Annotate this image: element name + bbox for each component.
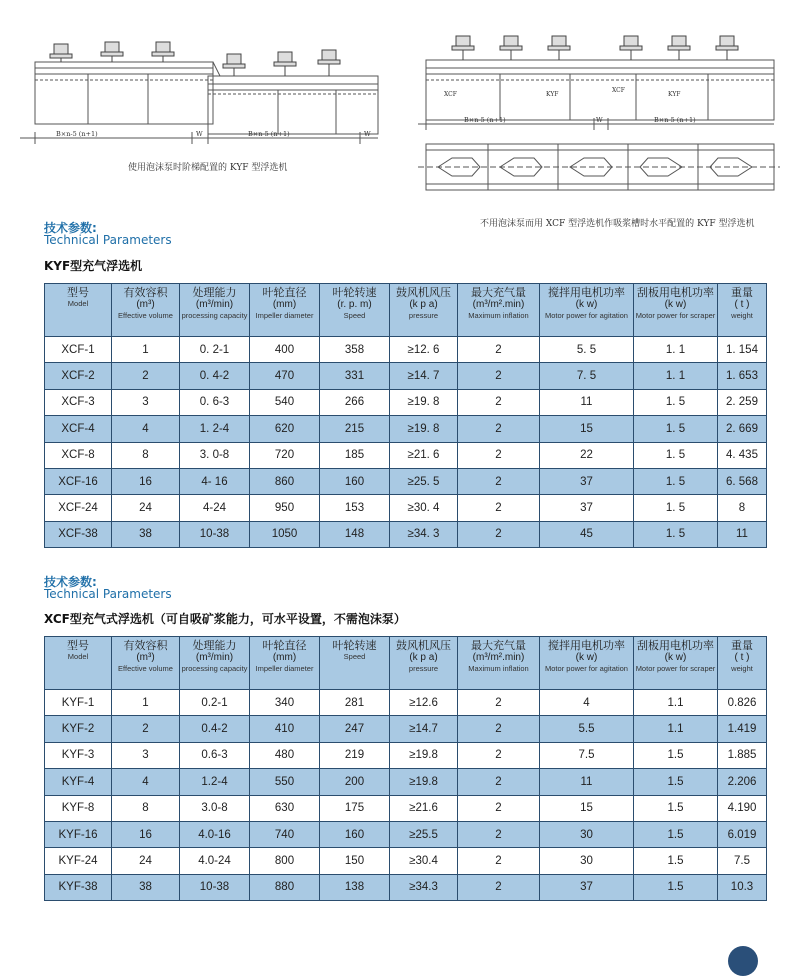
table-row <box>45 521 767 547</box>
table-cell: 185 <box>320 442 390 468</box>
header-unit: (m³/m².min) <box>472 299 525 310</box>
table-cell: 1. 154 <box>718 337 767 363</box>
header-en: Model <box>67 299 89 308</box>
table-cell: 2 <box>112 363 180 389</box>
table-cell: 1.5 <box>634 795 718 821</box>
table-cell: 215 <box>320 416 390 442</box>
table-cell: 0. 4-2 <box>180 363 250 389</box>
table-cell: 540 <box>250 389 320 415</box>
column-header <box>180 637 250 690</box>
table-cell: 11 <box>718 521 767 547</box>
table-cell: 7. 5 <box>540 363 634 389</box>
table-cell: 175 <box>320 795 390 821</box>
header-en: Motor power for scraper <box>635 664 716 673</box>
header-zh: 叶轮直径 <box>262 640 307 652</box>
header-en: pressure <box>408 664 439 673</box>
cell-label: KYF <box>546 91 559 98</box>
dim-label: W <box>196 130 203 138</box>
table-cell: XCF-3 <box>45 389 112 415</box>
header-unit: (m³/min) <box>195 652 234 663</box>
table-cell: 1.5 <box>634 874 718 900</box>
table-cell: 2 <box>458 821 540 847</box>
table-cell: 1. 1 <box>634 337 718 363</box>
table-cell: 720 <box>250 442 320 468</box>
table-cell: 4.190 <box>718 795 767 821</box>
table-cell: XCF-16 <box>45 468 112 494</box>
table-row <box>45 821 767 847</box>
table-cell: 480 <box>250 742 320 768</box>
header-en: Maximum inflation <box>468 311 529 320</box>
table-cell: 400 <box>250 337 320 363</box>
header-en: Speed <box>343 652 366 661</box>
header-unit: (mm) <box>272 652 297 663</box>
table-cell: 8 <box>112 442 180 468</box>
kyf-spec-table <box>44 283 767 548</box>
table-cell: 410 <box>250 716 320 742</box>
section2-heading-zh: 技术参数: <box>44 575 97 589</box>
column-header <box>540 637 634 690</box>
table-cell: 2 <box>458 795 540 821</box>
header-unit: (k p a) <box>409 652 438 663</box>
table-cell: 620 <box>250 416 320 442</box>
table-cell: 8 <box>718 495 767 521</box>
table-cell: ≥25. 5 <box>390 468 458 494</box>
table-cell: 38 <box>112 874 180 900</box>
table-cell: 138 <box>320 874 390 900</box>
table-cell: 0.4-2 <box>180 716 250 742</box>
table-cell: 37 <box>540 874 634 900</box>
table-row <box>45 337 767 363</box>
table-cell: 1.5 <box>634 742 718 768</box>
table-cell: 2 <box>458 416 540 442</box>
table-cell: 358 <box>320 337 390 363</box>
table-cell: 37 <box>540 495 634 521</box>
header-en: Motor power for agitation <box>545 311 628 320</box>
header-zh: 最大充气量 <box>471 287 526 299</box>
column-header <box>250 637 320 690</box>
table-cell: 2.206 <box>718 769 767 795</box>
table-cell: 0.826 <box>718 690 767 716</box>
table-cell: 10-38 <box>180 521 250 547</box>
table-cell: 22 <box>540 442 634 468</box>
section2-table-title: XCF型充气式浮选机（可自吸矿浆能力，可水平设置，不需泡沫泵） <box>44 612 406 626</box>
table-cell: 2 <box>458 848 540 874</box>
header-zh: 刮板用电机功率 <box>637 287 714 299</box>
header-en: weight <box>731 311 753 320</box>
table-cell: 2 <box>458 874 540 900</box>
table-cell: 16 <box>112 821 180 847</box>
column-header <box>320 637 390 690</box>
table-cell: 4-24 <box>180 495 250 521</box>
table-cell: 2 <box>458 363 540 389</box>
column-header <box>112 637 180 690</box>
table-cell: 281 <box>320 690 390 716</box>
table-cell: 10.3 <box>718 874 767 900</box>
header-zh: 型号 <box>67 640 89 652</box>
table-cell: 4 <box>112 416 180 442</box>
table-row <box>45 468 767 494</box>
table-cell: KYF-16 <box>45 821 112 847</box>
header-zh: 搅拌用电机功率 <box>548 640 625 652</box>
table-cell: 15 <box>540 416 634 442</box>
section1-heading-zh: 技术参数: <box>44 221 97 235</box>
header-unit: (k w) <box>575 652 598 663</box>
table-cell: KYF-3 <box>45 742 112 768</box>
table-cell: 3 <box>112 742 180 768</box>
header-unit: (k w) <box>664 652 687 663</box>
table-row <box>45 416 767 442</box>
table-row <box>45 363 767 389</box>
table-cell: ≥19.8 <box>390 742 458 768</box>
header-zh: 叶轮转速 <box>332 640 377 652</box>
header-en: Effective volume <box>118 311 173 320</box>
table-cell: XCF-24 <box>45 495 112 521</box>
table-cell: ≥34. 3 <box>390 521 458 547</box>
table-cell: 0.2-1 <box>180 690 250 716</box>
header-zh: 最大充气量 <box>471 640 526 652</box>
header-zh: 型号 <box>67 287 89 299</box>
table-cell: ≥19. 8 <box>390 416 458 442</box>
column-header <box>45 637 112 690</box>
header-unit: (m³/min) <box>195 299 234 310</box>
table-cell: 3.0-8 <box>180 795 250 821</box>
table-cell: ≥12. 6 <box>390 337 458 363</box>
table-cell: 1.5 <box>634 769 718 795</box>
table-cell: 0. 2-1 <box>180 337 250 363</box>
section1-heading-en: Technical Parameters <box>44 233 172 247</box>
table-cell: 1.1 <box>634 690 718 716</box>
table-cell: 470 <box>250 363 320 389</box>
table-cell: 4.0-16 <box>180 821 250 847</box>
table-cell: 2 <box>458 769 540 795</box>
table-cell: 160 <box>320 821 390 847</box>
column-header <box>390 637 458 690</box>
table-row <box>45 742 767 768</box>
header-en: Motor power for scraper <box>635 311 716 320</box>
header-zh: 鼓风机风压 <box>396 287 451 299</box>
header-en: weight <box>731 664 753 673</box>
table-cell: 2 <box>458 389 540 415</box>
table-cell: 1.1 <box>634 716 718 742</box>
table-cell: 4 <box>540 690 634 716</box>
table-row <box>45 795 767 821</box>
table-cell: 740 <box>250 821 320 847</box>
table-cell: 800 <box>250 848 320 874</box>
table-cell: 331 <box>320 363 390 389</box>
column-header <box>45 284 112 337</box>
section2-heading-en: Technical Parameters <box>44 587 172 601</box>
header-unit: (k w) <box>575 299 598 310</box>
table-cell: KYF-24 <box>45 848 112 874</box>
table-cell: 2 <box>458 716 540 742</box>
cell-label: KYF <box>668 91 681 98</box>
header-zh: 重量 <box>731 640 753 652</box>
header-en: Motor power for agitation <box>545 664 628 673</box>
header-unit: ( t ) <box>734 652 750 663</box>
table-cell: XCF-2 <box>45 363 112 389</box>
header-unit: (m³/m².min) <box>472 652 525 663</box>
table-cell: 1.5 <box>634 821 718 847</box>
table-cell: XCF-8 <box>45 442 112 468</box>
table-cell: 4. 435 <box>718 442 767 468</box>
table-cell: 2 <box>112 716 180 742</box>
column-header <box>634 284 718 337</box>
column-header <box>718 637 767 690</box>
dim-label: B×n-5 (n+1) <box>248 130 290 138</box>
header-unit: (mm) <box>272 299 297 310</box>
header-zh: 搅拌用电机功率 <box>548 287 625 299</box>
table-cell: 148 <box>320 521 390 547</box>
table-cell: ≥19.8 <box>390 769 458 795</box>
table-cell: 37 <box>540 468 634 494</box>
table-cell: 1. 5 <box>634 442 718 468</box>
dim-label: B×n-5 (n+1) <box>464 116 506 124</box>
header-unit: (m³) <box>136 652 155 663</box>
table-cell: 0. 6-3 <box>180 389 250 415</box>
table-cell: 5. 5 <box>540 337 634 363</box>
page-corner-circle <box>728 946 758 976</box>
table-row <box>45 389 767 415</box>
header-unit: (k w) <box>664 299 687 310</box>
table-row <box>45 442 767 468</box>
horizontal-config-drawing <box>418 30 780 210</box>
table-cell: ≥19. 8 <box>390 389 458 415</box>
table-cell: ≥21. 6 <box>390 442 458 468</box>
table-cell: ≥25.5 <box>390 821 458 847</box>
table-cell: 1. 5 <box>634 521 718 547</box>
table-cell: 1. 1 <box>634 363 718 389</box>
table-cell: 950 <box>250 495 320 521</box>
table-cell: 1.2-4 <box>180 769 250 795</box>
table-cell: 200 <box>320 769 390 795</box>
table-cell: 630 <box>250 795 320 821</box>
table-cell: 219 <box>320 742 390 768</box>
table-cell: 10-38 <box>180 874 250 900</box>
column-header <box>320 284 390 337</box>
table-cell: KYF-38 <box>45 874 112 900</box>
xcf-spec-table <box>44 636 767 901</box>
table-cell: ≥30.4 <box>390 848 458 874</box>
header-zh: 叶轮转速 <box>332 287 377 299</box>
table-cell: 6. 568 <box>718 468 767 494</box>
table-cell: 1.5 <box>634 848 718 874</box>
table-cell: 1. 653 <box>718 363 767 389</box>
dim-label: B×n-5 (n+1) <box>56 130 98 138</box>
table-cell: ≥12.6 <box>390 690 458 716</box>
section1-table-title: KYF型充气浮选机 <box>44 259 143 273</box>
table-cell: 2 <box>458 337 540 363</box>
table-cell: 1.419 <box>718 716 767 742</box>
column-header <box>718 284 767 337</box>
table-cell: ≥14.7 <box>390 716 458 742</box>
table-cell: 1.885 <box>718 742 767 768</box>
table-cell: KYF-8 <box>45 795 112 821</box>
header-en: Speed <box>343 311 366 320</box>
table-row <box>45 716 767 742</box>
table-cell: 266 <box>320 389 390 415</box>
table-cell: 30 <box>540 848 634 874</box>
table-cell: 6.019 <box>718 821 767 847</box>
horizontal-config-caption: 不用泡沫泵而用 XCF 型浮选机作吸浆槽时水平配置的 KYF 型浮选机 <box>480 219 755 229</box>
header-zh: 叶轮直径 <box>262 287 307 299</box>
table-cell: 45 <box>540 521 634 547</box>
table-row <box>45 495 767 521</box>
table-cell: 2 <box>458 468 540 494</box>
table-cell: 1. 5 <box>634 389 718 415</box>
table-cell: 2 <box>458 690 540 716</box>
table-cell: 1050 <box>250 521 320 547</box>
table-cell: KYF-2 <box>45 716 112 742</box>
table-cell: ≥14. 7 <box>390 363 458 389</box>
table-cell: 11 <box>540 389 634 415</box>
table-cell: 11 <box>540 769 634 795</box>
table-cell: XCF-4 <box>45 416 112 442</box>
cell-label: XCF <box>612 87 625 94</box>
table-cell: 150 <box>320 848 390 874</box>
table-cell: 7.5 <box>718 848 767 874</box>
header-en: Effective volume <box>118 664 173 673</box>
header-unit: (m³) <box>136 299 155 310</box>
cell-label: XCF <box>444 91 457 98</box>
table-cell: 0.6-3 <box>180 742 250 768</box>
table-cell: KYF-1 <box>45 690 112 716</box>
dim-label: W <box>596 116 603 124</box>
header-en: Model <box>67 652 89 661</box>
table-cell: 247 <box>320 716 390 742</box>
table-cell: 2 <box>458 495 540 521</box>
table-row <box>45 874 767 900</box>
table-cell: 30 <box>540 821 634 847</box>
stepped-config-caption: 使用泡沫泵时阶梯配置的 KYF 型浮选机 <box>128 163 288 173</box>
table-cell: 1. 5 <box>634 468 718 494</box>
table-cell: 860 <box>250 468 320 494</box>
column-header <box>634 637 718 690</box>
table-cell: 1. 2-4 <box>180 416 250 442</box>
table-cell: 3. 0-8 <box>180 442 250 468</box>
header-zh: 处理能力 <box>192 287 237 299</box>
table-row <box>45 769 767 795</box>
table-cell: 5.5 <box>540 716 634 742</box>
table-cell: 7.5 <box>540 742 634 768</box>
table-cell: 160 <box>320 468 390 494</box>
header-en: Impeller diameter <box>255 311 314 320</box>
table-cell: ≥21.6 <box>390 795 458 821</box>
header-zh: 有效容积 <box>123 287 168 299</box>
table-row <box>45 690 767 716</box>
table-cell: 4- 16 <box>180 468 250 494</box>
header-zh: 鼓风机风压 <box>396 640 451 652</box>
header-en: processing capacity <box>181 311 248 320</box>
table-cell: ≥34.3 <box>390 874 458 900</box>
column-header <box>540 284 634 337</box>
header-unit: (k p a) <box>409 299 438 310</box>
table-cell: ≥30. 4 <box>390 495 458 521</box>
table-cell: 38 <box>112 521 180 547</box>
header-zh: 刮板用电机功率 <box>637 640 714 652</box>
header-zh: 处理能力 <box>192 640 237 652</box>
table-cell: 4.0-24 <box>180 848 250 874</box>
header-unit: (r. p. m) <box>337 299 372 310</box>
table-cell: 3 <box>112 389 180 415</box>
table-cell: 1. 5 <box>634 416 718 442</box>
table-cell: 2 <box>458 742 540 768</box>
header-zh: 有效容积 <box>123 640 168 652</box>
table-cell: 153 <box>320 495 390 521</box>
table-cell: 1 <box>112 337 180 363</box>
table-cell: 24 <box>112 495 180 521</box>
table-cell: 24 <box>112 848 180 874</box>
column-header <box>180 284 250 337</box>
table-cell: 1 <box>112 690 180 716</box>
header-zh: 重量 <box>731 287 753 299</box>
table-cell: XCF-1 <box>45 337 112 363</box>
table-cell: KYF-4 <box>45 769 112 795</box>
dim-label: W <box>364 130 371 138</box>
header-en: Maximum inflation <box>468 664 529 673</box>
table-cell: 2 <box>458 521 540 547</box>
column-header <box>250 284 320 337</box>
header-en: pressure <box>408 311 439 320</box>
stepped-config-drawing <box>20 34 382 146</box>
header-unit: ( t ) <box>734 299 750 310</box>
column-header <box>458 284 540 337</box>
table-cell: 15 <box>540 795 634 821</box>
table-cell: 16 <box>112 468 180 494</box>
dim-label: B×n-5 (n+1) <box>654 116 696 124</box>
table-cell: 550 <box>250 769 320 795</box>
table-cell: 2 <box>458 442 540 468</box>
table-cell: 1. 5 <box>634 495 718 521</box>
table-cell: XCF-38 <box>45 521 112 547</box>
header-en: Impeller diameter <box>255 664 314 673</box>
table-cell: 4 <box>112 769 180 795</box>
column-header <box>390 284 458 337</box>
table-cell: 2. 669 <box>718 416 767 442</box>
table-row <box>45 848 767 874</box>
column-header <box>458 637 540 690</box>
header-en: processing capacity <box>181 664 248 673</box>
column-header <box>112 284 180 337</box>
table-cell: 340 <box>250 690 320 716</box>
table-cell: 2. 259 <box>718 389 767 415</box>
table-cell: 880 <box>250 874 320 900</box>
table-cell: 8 <box>112 795 180 821</box>
